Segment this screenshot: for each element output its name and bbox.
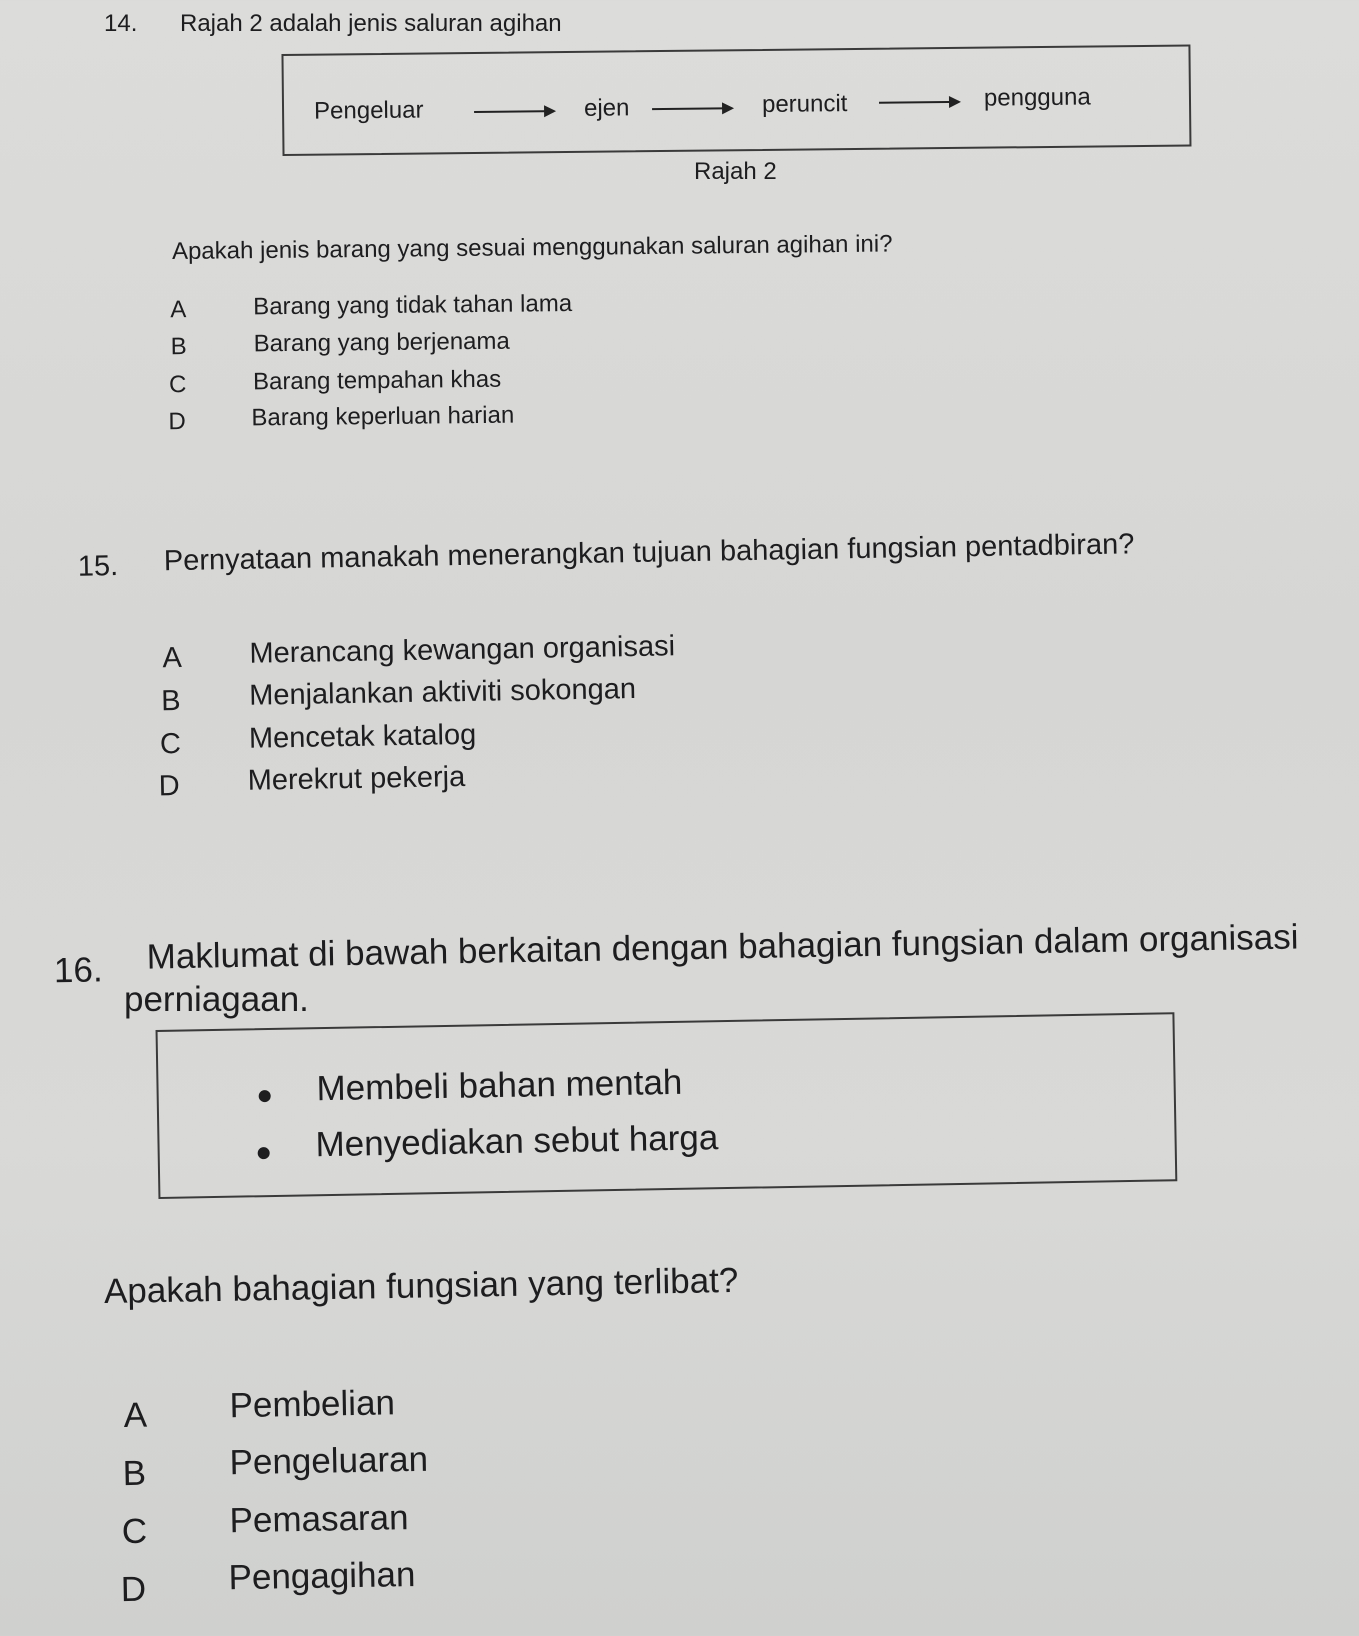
q15-option-c[interactable]: Mencetak katalog <box>248 718 477 755</box>
q16-stem-line2: perniagaan. <box>124 980 309 1019</box>
q14-option-letter: B <box>170 333 187 361</box>
q14-option-letter: C <box>168 371 187 399</box>
info-bullet-1: Membeli bahan mentah <box>316 1062 683 1109</box>
node-ejen: ejen <box>583 94 630 122</box>
distribution-diagram <box>281 44 1191 156</box>
q14-question: Apakah jenis barang yang sesuai menggunakan saluran agihan ini? <box>171 230 893 265</box>
q15-option-b[interactable]: Menjalankan aktiviti sokongan <box>248 673 637 712</box>
q15-stem: Pernyataan manakah menerangkan tujuan bahagian fungsian pentadbiran? <box>163 528 1135 578</box>
q16-option-letter: B <box>122 1453 147 1494</box>
q14-option-letter: A <box>170 296 187 324</box>
q16-number: 16. <box>53 950 103 991</box>
q15-number: 15. <box>77 550 119 583</box>
bullet-icon <box>258 1147 270 1159</box>
q14-number: 14. <box>104 10 138 37</box>
q14-stem: Rajah 2 adalah jenis saluran agihan <box>180 10 562 37</box>
info-bullet-2: Menyediakan sebut harga <box>315 1118 719 1165</box>
arrow-icon <box>879 101 959 104</box>
q16-option-c[interactable]: Pemasaran <box>229 1498 409 1541</box>
q16-option-d[interactable]: Pengagihan <box>228 1554 416 1598</box>
q15-option-d[interactable]: Merekrut pekerja <box>247 761 466 797</box>
bullet-icon <box>259 1090 271 1102</box>
diagram-caption: Rajah 2 <box>694 158 777 185</box>
q15-option-letter: C <box>159 727 182 761</box>
q15-option-letter: B <box>160 684 181 718</box>
q16-option-letter: C <box>121 1511 148 1552</box>
node-pengeluar: Pengeluar <box>313 96 424 125</box>
q15-option-letter: D <box>158 769 180 803</box>
q14-option-a[interactable]: Barang yang tidak tahan lama <box>253 290 573 321</box>
q14-option-letter: D <box>168 408 186 436</box>
arrow-icon <box>474 110 554 113</box>
q14-option-b[interactable]: Barang yang berjenama <box>253 327 510 358</box>
q14-option-c[interactable]: Barang tempahan khas <box>252 365 502 396</box>
node-pengguna: pengguna <box>983 83 1091 112</box>
node-peruncit: peruncit <box>761 90 848 118</box>
q15-option-a[interactable]: Merancang kewangan organisasi <box>249 630 676 670</box>
arrow-icon <box>652 107 732 110</box>
q14-option-d[interactable]: Barang keperluan harian <box>251 401 515 432</box>
q16-stem-line1: Maklumat di bawah berkaitan dengan bahagian fungsian dalam organisasi <box>146 917 1299 977</box>
info-box <box>156 1012 1178 1199</box>
q16-option-letter: A <box>123 1395 148 1436</box>
q15-option-letter: A <box>162 641 183 675</box>
q16-question: Apakah bahagian fungsian yang terlibat? <box>103 1260 739 1311</box>
q16-option-b[interactable]: Pengeluaran <box>229 1439 429 1483</box>
q16-option-letter: D <box>120 1569 147 1610</box>
q16-option-a[interactable]: Pembelian <box>229 1383 396 1426</box>
